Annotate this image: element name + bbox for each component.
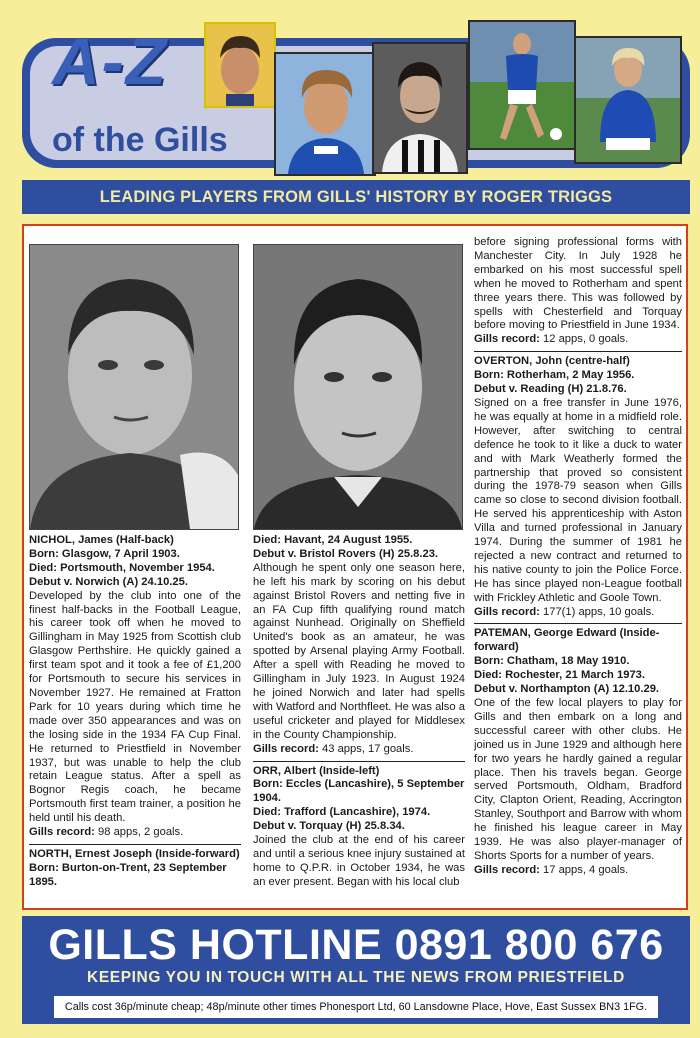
player-bio: Developed by the club into one of the finest half-backs in the Football League, his career took off when he moved to Gillingham in May 1925 from Scottish club Glasgow Perthshire. He quickly gained a first team spot and it took a fee of £1,200 for Portsmouth to secure his services in November 1927. He remained at Fratton Park for 10 years during which time he made over 350 appearances and was on the losing side in the 1934 FA Cup Final. He returned to Priestfield in November 1937, but was unable to help the club retain League status. After a spell as Bognor Regis coach, he became Portsmouth first team trainer, a position he held until his death. (29, 589, 241, 825)
record-value: 43 apps, 17 goals. (318, 742, 414, 755)
column-3 (474, 236, 682, 878)
record-label: Gills record: (474, 333, 540, 346)
player-bio: Although he spent only one season here, he left his mark by scoring on his debut against Bristol Rovers and netting five in an FA Cup fifth qualifying round match against Nunhead. Originally on Sheffield United's book as an amateur, he was spotted by Arsenal playing Army Football. After a spell with Reading he moved to Gillingham in July 1923. In August 1924 he joined Norwich and later had spells with Watford and Northfleet. He was also a useful cricketer and played for Middlesex in the County Championship. (253, 561, 465, 741)
strip-text: LEADING PLAYERS FROM GILLS' HISTORY BY ROGER TRIGGS (99, 187, 613, 206)
entry-divider (29, 844, 241, 845)
player-debut: Debut v. Bristol Rovers (H) 25.8.23. (253, 547, 439, 560)
record-label: Gills record: (253, 742, 319, 755)
az-title: A-Z (52, 24, 168, 98)
entry-pateman (474, 627, 682, 877)
player-record (474, 333, 682, 347)
north-photo (253, 244, 463, 530)
player-died: Died: Portsmouth, November 1954. (29, 561, 215, 574)
record-value: 17 apps, 4 goals. (539, 863, 629, 876)
player-bio: Signed on a free transfer in June 1976, he was equally at home in a midfield role. However, after switching to central defence he took to it like a duck to water and with Mark Weatherly formed the partnership that proved so consistent during the 1978-79 season when Gills came so close to second division football. He served his apprenticeship with Aston Villa and turned professional in January 1974. During the summer of 1981 he rejected a new contract and returned to his native county to join the Police Force. He has since played non-League football with Frickley Athletic and Goole Town. (474, 396, 682, 604)
player-debut: Debut v. Torquay (H) 25.8.34. (253, 820, 405, 833)
player-died: Died: Havant, 24 August 1955. (253, 534, 413, 546)
entry-overton (474, 355, 682, 619)
entry-orr (253, 765, 465, 890)
player-name: PATEMAN, George Edward (Inside-forward) (474, 627, 660, 654)
record-label: Gills record: (474, 605, 540, 618)
player-died: Died: Trafford (Lancashire), 1974. (253, 806, 431, 819)
player-photo-2 (274, 52, 376, 176)
article-box (22, 224, 688, 910)
record-value: 12 apps, 0 goals. (539, 333, 629, 346)
entry-divider (253, 761, 465, 762)
player-photo-4 (468, 20, 576, 150)
player-name: NICHOL, James (Half-back) (29, 534, 174, 546)
player-record (474, 864, 682, 878)
player-photo-1 (204, 22, 276, 108)
player-bio: One of the few local players to play for Gills and then embark on a long and successful career with other clubs. He joined us in June 1929 and although here for two years he hardly gained a regular place. Then his travels began. George served Portsmouth, Oldham, Bradford City, Clapton Orient, Reading, Accrington Stanley, Southport and Barrow with whom he finished his league career in May 1939. He was also player-manager of Shorts Sports for a number of years. (474, 697, 682, 862)
player-name: ORR, Albert (Inside-left) (253, 764, 380, 777)
player-born: Born: Glasgow, 7 April 1903. (29, 547, 180, 560)
player-born: Born: Eccles (Lancashire), 5 September 1904. (253, 778, 465, 805)
entry-north (29, 848, 241, 890)
nichol-photo (29, 244, 239, 530)
player-record (253, 743, 465, 757)
entry-nichol (29, 534, 241, 840)
player-died: Died: Rochester, 21 March 1973. (474, 669, 645, 682)
player-photo-3 (372, 42, 468, 174)
player-bio: Joined the club at the end of his career and until a serious knee injury sustained at home to Q.P.R. in October 1934, he was an ever present. Began with his local club (253, 834, 465, 888)
entry-orr-continued (474, 236, 682, 347)
record-value: 98 apps, 2 goals. (94, 826, 184, 839)
entry-divider (474, 623, 682, 624)
header-subtitle: of the Gills (52, 121, 228, 159)
player-born: Born: Burton-on-Trent, 23 September 1895. (29, 861, 227, 888)
hotline-call-costs: Calls cost 36p/minute cheap; 48p/minute other times Phonesport Ltd, 60 Lansdowne Place, Hove, East Sussex BN3 1FG. (54, 996, 658, 1018)
player-record (474, 606, 682, 620)
player-photo-5 (574, 36, 682, 164)
column-1 (29, 534, 241, 890)
player-name: NORTH, Ernest Joseph (Inside-forward) (29, 847, 240, 860)
hotline-banner (22, 916, 690, 1024)
hotline-title: GILLS HOTLINE 0891 800 676 (48, 921, 664, 969)
record-label: Gills record: (29, 826, 95, 839)
hotline-tagline: KEEPING YOU IN TOUCH WITH ALL THE NEWS FROM PRIESTFIELD (87, 969, 625, 986)
player-born: Born: Chatham, 18 May 1910. (474, 655, 630, 668)
player-debut: Debut v. Reading (H) 21.8.76. (474, 383, 627, 396)
record-label: Gills record: (474, 863, 540, 876)
player-born: Born: Rotherham, 2 May 1956. (474, 369, 635, 382)
subtitle-strip (22, 180, 690, 214)
column-2 (253, 534, 465, 890)
entry-divider (474, 351, 682, 352)
player-bio: before signing professional forms with Manchester City. In July 1928 he embarked on his most successful spell when he moved to Rotherham and spent three years there. This was followed by spells with Chesterfield and Torquay before moving to Priestfield in June 1934. (474, 236, 682, 332)
player-record (29, 826, 241, 840)
player-name: OVERTON, John (centre-half) (474, 355, 630, 368)
player-debut: Debut v. Northampton (A) 12.10.29. (474, 683, 660, 696)
player-debut: Debut v. Norwich (A) 24.10.25. (29, 575, 188, 588)
record-value: 177(1) apps, 10 goals. (539, 605, 655, 618)
entry-north-continued (253, 534, 465, 757)
